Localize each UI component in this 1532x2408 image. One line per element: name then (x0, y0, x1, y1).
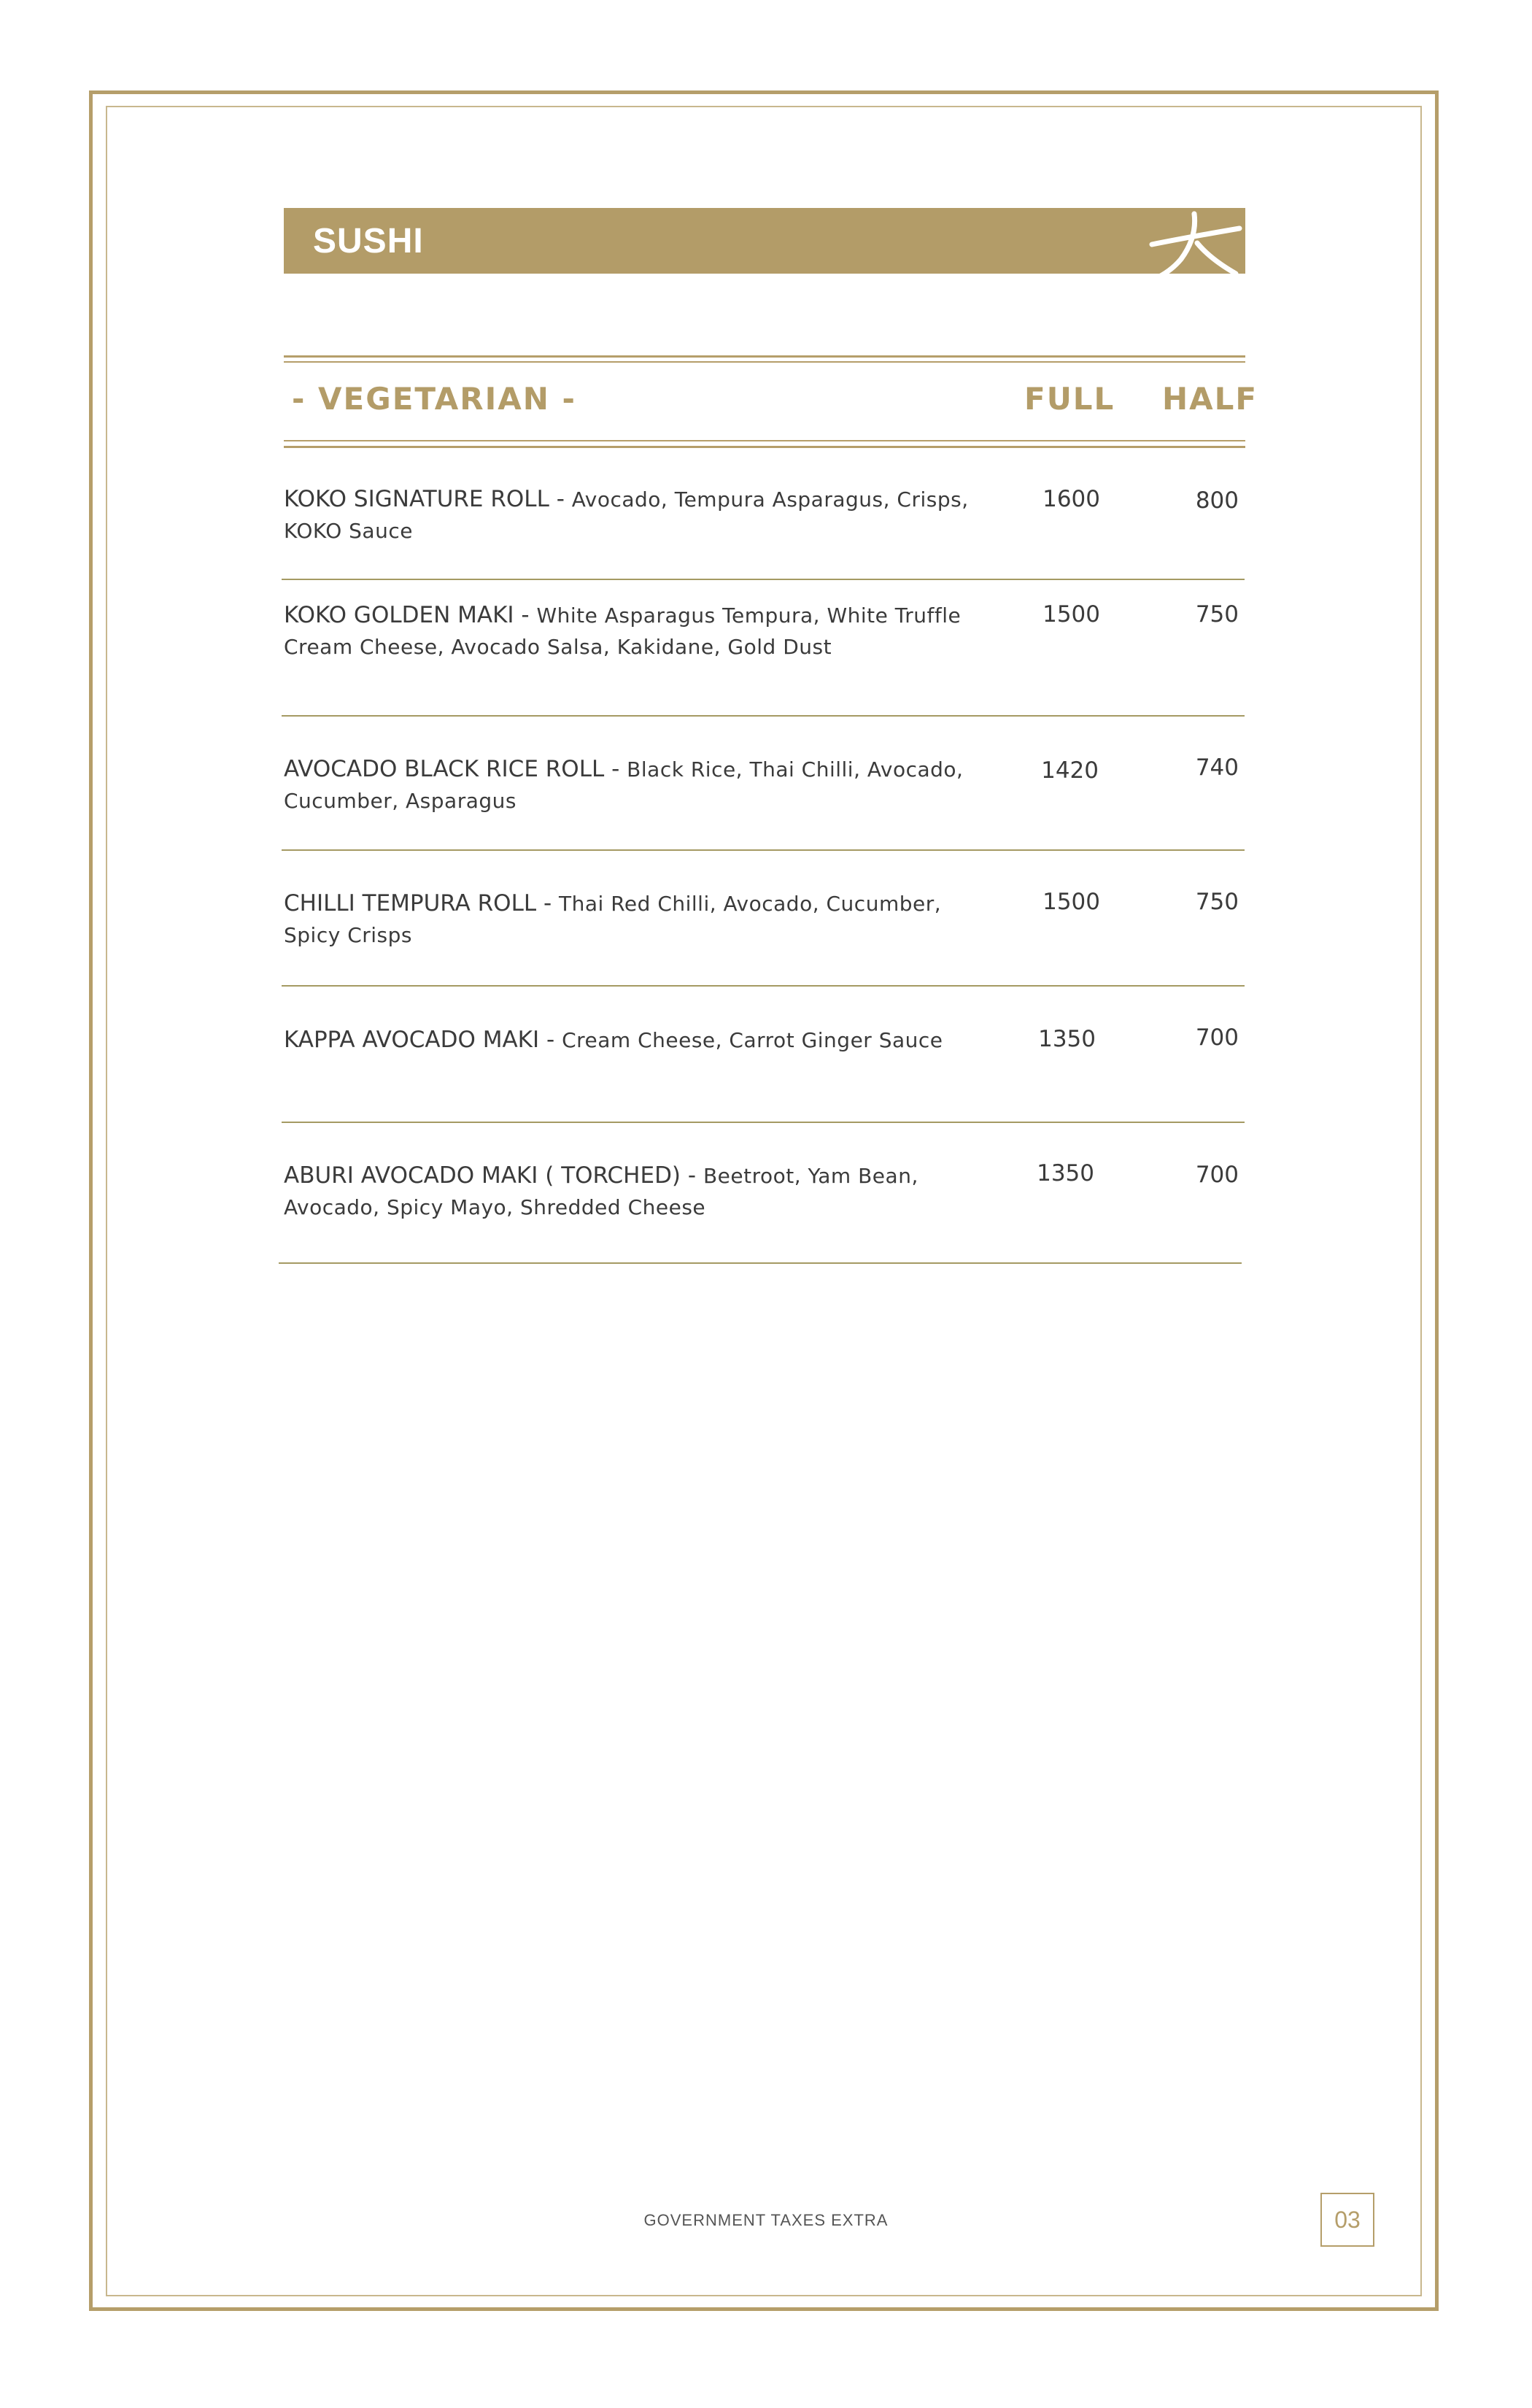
menu-item (284, 888, 999, 951)
menu-item (284, 1024, 999, 1056)
item-price-half: 740 (1195, 755, 1239, 781)
header-rule-bottom-1 (284, 440, 1245, 441)
item-price-full: 1500 (1042, 601, 1100, 628)
item-price-full: 1420 (1041, 757, 1099, 784)
banner-title: SUSHI (313, 222, 424, 261)
item-divider (282, 849, 1245, 851)
menu-item (284, 600, 999, 663)
item-separator: - (681, 1162, 703, 1189)
section-banner (284, 208, 1245, 274)
item-price-full: 1500 (1042, 889, 1100, 915)
item-name: KOKO SIGNATURE ROLL (284, 486, 549, 512)
header-rule-top-1 (284, 355, 1245, 358)
item-description: Avocado, Tempura Asparagus, Crisps, KOKO Sauce (284, 487, 969, 543)
item-divider (279, 1262, 1242, 1264)
item-separator: - (514, 602, 537, 628)
item-name: ABURI AVOCADO MAKI ( TORCHED) (284, 1162, 681, 1189)
menu-item (284, 484, 999, 547)
item-price-full: 1350 (1038, 1026, 1096, 1052)
item-price-half: 750 (1195, 889, 1239, 915)
item-name: KOKO GOLDEN MAKI (284, 602, 514, 628)
column-half-header: HALF (1162, 381, 1258, 417)
item-price-full: 1350 (1037, 1160, 1094, 1186)
item-price-half: 700 (1195, 1162, 1239, 1188)
item-name: KAPPA AVOCADO MAKI (284, 1027, 540, 1053)
header-rule-top-2 (284, 361, 1245, 363)
item-description: White Asparagus Tempura, White Truffle Cream Cheese, Avocado Salsa, Kakidane, Gold Dust (284, 603, 962, 659)
item-description: Beetroot, Yam Bean, Avocado, Spicy Mayo, Shredded Cheese (284, 1164, 918, 1219)
item-price-half: 800 (1195, 487, 1239, 514)
item-separator: - (536, 890, 560, 916)
item-description: Cream Cheese, Carrot Ginger Sauce (562, 1028, 943, 1052)
item-price-half: 750 (1195, 601, 1239, 628)
page-number: 03 (1320, 2193, 1374, 2247)
item-name: CHILLI TEMPURA ROLL (284, 890, 537, 916)
item-name: AVOCADO BLACK RICE ROLL (284, 756, 605, 782)
item-description: Thai Red Chilli, Avocado, Cucumber, Spicy Crisps (284, 892, 942, 947)
header-rule-bottom-2 (284, 446, 1245, 448)
item-divider (282, 1122, 1245, 1123)
item-price-full: 1600 (1042, 486, 1100, 512)
footer-note: GOVERNMENT TAXES EXTRA (643, 2211, 889, 2229)
menu-item (284, 1160, 984, 1223)
menu-item (284, 754, 999, 817)
item-separator: - (549, 486, 572, 512)
item-description: Black Rice, Thai Chilli, Avocado, Cucumber, Asparagus (284, 757, 964, 813)
column-full-header: FULL (1024, 381, 1115, 417)
item-divider (282, 579, 1245, 580)
item-price-half: 700 (1195, 1024, 1239, 1051)
kanji-dai-icon (1137, 208, 1247, 281)
item-divider (282, 985, 1245, 987)
item-separator: - (539, 1027, 562, 1053)
item-divider (282, 715, 1245, 717)
item-separator: - (604, 756, 627, 782)
section-title: - VEGETARIAN - (292, 381, 576, 417)
